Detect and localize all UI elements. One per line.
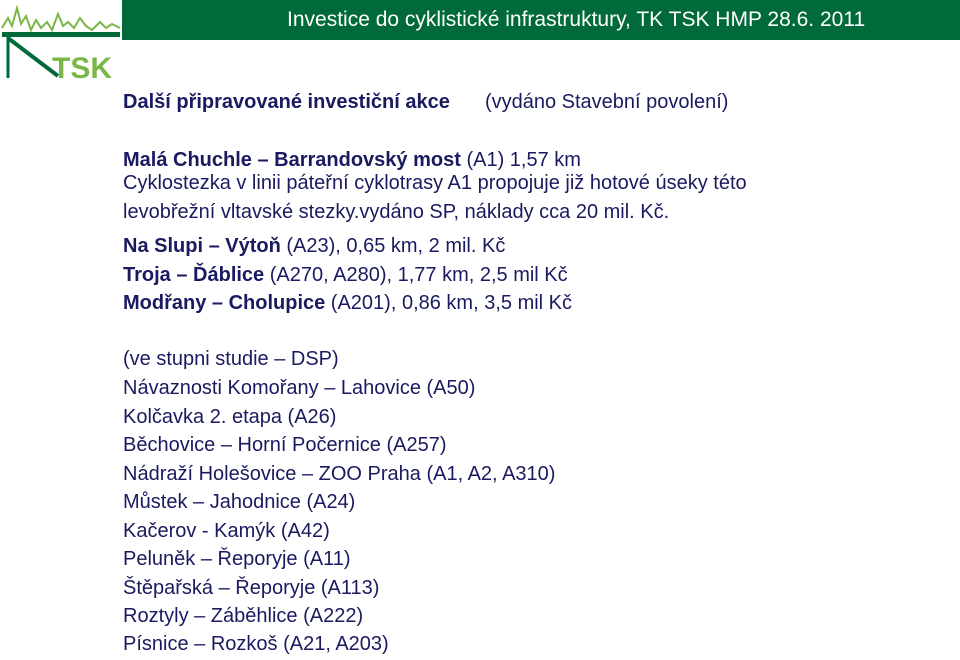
list-item: Můstek – Jahodnice (A24) bbox=[123, 491, 356, 513]
list-item: Štěpařská – Řeporyje (A113) bbox=[123, 577, 380, 599]
list-item: Troja – Ďáblice (A270, A280), 1,77 km, 2,5 mil Kč bbox=[123, 264, 568, 286]
section-heading bbox=[123, 90, 728, 114]
list-item: Běchovice – Horní Počernice (A257) bbox=[123, 434, 447, 456]
list-item: Roztyly – Záběhlice (A222) bbox=[123, 605, 364, 627]
tsk-logo bbox=[0, 0, 122, 82]
list-item: Cyklostezka v linii páteřní cyklotrasy A1 propojuje již hotové úseky této bbox=[123, 172, 747, 194]
list-item: Na Slupi – Výtoň (A23), 0,65 km, 2 mil. Kč bbox=[123, 235, 506, 257]
list-item: (ve stupni studie – DSP) bbox=[123, 348, 339, 370]
svg-text:TSK: TSK bbox=[52, 52, 112, 82]
list-item: Kolčavka 2. etapa (A26) bbox=[123, 406, 337, 428]
list-item: Modřany – Cholupice (A201), 0,86 km, 3,5 mil Kč bbox=[123, 292, 573, 314]
heading-note: (vydáno Stavební povolení) bbox=[484, 91, 729, 113]
header-bar bbox=[122, 0, 960, 40]
list-item: Malá Chuchle – Barrandovský most (A1) 1,57 km bbox=[123, 149, 581, 171]
list-item: levobřežní vltavské stezky.vydáno SP, náklady cca 20 mil. Kč. bbox=[123, 201, 670, 223]
list-item: Návaznosti Komořany – Lahovice (A50) bbox=[123, 377, 476, 399]
list-item: Peluněk – Řeporyje (A11) bbox=[123, 548, 351, 570]
list-item: Kačerov - Kamýk (A42) bbox=[123, 520, 330, 542]
header-title: Investice do cyklistické infrastruktury, TK TSK HMP 28.6. 2011 bbox=[287, 8, 866, 31]
list-item: Písnice – Rozkoš (A21, A203) bbox=[123, 633, 389, 655]
heading-bold: Další připravované investiční akce bbox=[123, 91, 450, 113]
list-item: Nádraží Holešovice – ZOO Praha (A1, A2, A310) bbox=[123, 463, 556, 485]
